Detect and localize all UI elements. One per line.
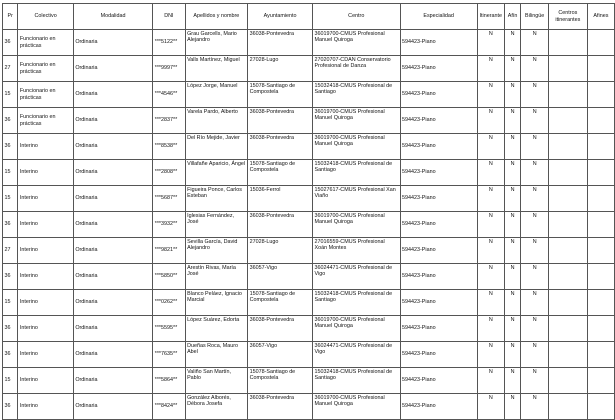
- header-col-itinerante: Itinerante: [477, 4, 504, 30]
- cell-centros-itinerantes: [548, 186, 587, 212]
- cell-ayuntamiento: 36038-Pontevedra: [248, 394, 313, 420]
- cell-afines: [587, 394, 614, 420]
- cell-especialidad: 594423-Piano: [400, 264, 477, 290]
- table-row: [3, 134, 615, 160]
- cell-centro: 27016559-CMUS Profesional Xoán Montes: [313, 238, 400, 264]
- cell-dni: ***3932**: [153, 212, 185, 238]
- cell-afin: N: [504, 160, 521, 186]
- cell-centros-itinerantes: [548, 30, 587, 56]
- header-col-ayuntamiento: Ayuntamiento: [248, 4, 313, 30]
- cell-centros-itinerantes: [548, 290, 587, 316]
- cell-ayuntamiento: 36057-Vigo: [248, 342, 313, 368]
- cell-bilingue: N: [521, 290, 549, 316]
- cell-nombre: Arestín Rivas, María José: [185, 264, 248, 290]
- cell-afines: [587, 82, 614, 108]
- cell-colectivo: Interino: [18, 368, 73, 394]
- cell-especialidad: 594423-Piano: [400, 316, 477, 342]
- cell-ayuntamiento: 15078-Santiago de Compostela: [248, 290, 313, 316]
- cell-afin: N: [504, 82, 521, 108]
- header-col-dni: DNI: [153, 4, 185, 30]
- cell-dni: ***5687**: [153, 186, 185, 212]
- header-col-pr: Pr: [3, 4, 18, 30]
- table-row: [3, 368, 615, 394]
- cell-itinerante: N: [477, 238, 504, 264]
- cell-pr: 15: [3, 290, 18, 316]
- cell-afin: N: [504, 238, 521, 264]
- cell-nombre: Grau Garcells, Mario Alejandro: [185, 30, 248, 56]
- cell-modalidad: Ordinaria: [73, 56, 152, 82]
- cell-centro: 15032418-CMUS Profesional de Santiago: [313, 368, 400, 394]
- cell-centros-itinerantes: [548, 134, 587, 160]
- cell-itinerante: N: [477, 368, 504, 394]
- cell-especialidad: 594423-Piano: [400, 30, 477, 56]
- cell-modalidad: Ordinaria: [73, 82, 152, 108]
- cell-colectivo: Funcionario en prácticas: [18, 82, 73, 108]
- cell-centro: 27020707-CDAN Conservatorio Profesional de Danza: [313, 56, 400, 82]
- cell-pr: 27: [3, 56, 18, 82]
- cell-itinerante: N: [477, 316, 504, 342]
- cell-afines: [587, 108, 614, 134]
- table-row: [3, 316, 615, 342]
- cell-ayuntamiento: 36038-Pontevedra: [248, 108, 313, 134]
- cell-pr: 36: [3, 342, 18, 368]
- cell-dni: ***2837**: [153, 108, 185, 134]
- cell-ayuntamiento: 36038-Pontevedra: [248, 316, 313, 342]
- cell-afines: [587, 212, 614, 238]
- cell-centro: 15027617-CMUS Profesional Xan Viaño: [313, 186, 400, 212]
- cell-itinerante: N: [477, 108, 504, 134]
- cell-dni: ***5850**: [153, 264, 185, 290]
- cell-afin: N: [504, 394, 521, 420]
- cell-centros-itinerantes: [548, 368, 587, 394]
- cell-pr: 15: [3, 82, 18, 108]
- cell-especialidad: 594423-Piano: [400, 160, 477, 186]
- cell-nombre: López Jorge, Manuel: [185, 82, 248, 108]
- cell-itinerante: N: [477, 264, 504, 290]
- cell-centros-itinerantes: [548, 394, 587, 420]
- cell-centro: 36024471-CMUS Profesional de Vigo: [313, 342, 400, 368]
- cell-especialidad: 594423-Piano: [400, 186, 477, 212]
- cell-afin: N: [504, 316, 521, 342]
- cell-modalidad: Ordinaria: [73, 160, 152, 186]
- cell-pr: 36: [3, 316, 18, 342]
- cell-modalidad: Ordinaria: [73, 290, 152, 316]
- cell-dni: ***5595**: [153, 316, 185, 342]
- cell-afin: N: [504, 30, 521, 56]
- cell-colectivo: Interino: [18, 134, 73, 160]
- cell-bilingue: N: [521, 134, 549, 160]
- cell-itinerante: N: [477, 30, 504, 56]
- header-col-centros-itinerantes: Centros itinerantes: [548, 4, 587, 30]
- cell-nombre: López Suárez, Edorta: [185, 316, 248, 342]
- cell-ayuntamiento: 36038-Pontevedra: [248, 212, 313, 238]
- cell-ayuntamiento: 27028-Lugo: [248, 238, 313, 264]
- cell-pr: 36: [3, 264, 18, 290]
- cell-nombre: Dueñas Roca, Mauro Abel: [185, 342, 248, 368]
- cell-modalidad: Ordinaria: [73, 186, 152, 212]
- cell-modalidad: Ordinaria: [73, 316, 152, 342]
- table-row: [3, 160, 615, 186]
- cell-afin: N: [504, 134, 521, 160]
- cell-especialidad: 594423-Piano: [400, 290, 477, 316]
- cell-especialidad: 594423-Piano: [400, 108, 477, 134]
- cell-itinerante: N: [477, 186, 504, 212]
- cell-dni: ***8424**: [153, 394, 185, 420]
- cell-afin: N: [504, 342, 521, 368]
- header-col-bilingue: Bilingüe: [521, 4, 549, 30]
- cell-bilingue: N: [521, 30, 549, 56]
- cell-ayuntamiento: 15078-Santiago de Compostela: [248, 368, 313, 394]
- table-row: [3, 342, 615, 368]
- cell-nombre: Varela Pardo, Alberto: [185, 108, 248, 134]
- table-row: [3, 290, 615, 316]
- cell-dni: ***9997**: [153, 56, 185, 82]
- cell-modalidad: Ordinaria: [73, 30, 152, 56]
- cell-pr: 15: [3, 368, 18, 394]
- cell-dni: ***9821**: [153, 238, 185, 264]
- cell-colectivo: Interino: [18, 316, 73, 342]
- cell-especialidad: 594423-Piano: [400, 212, 477, 238]
- cell-centro: 36019700-CMUS Profesional Manuel Quiroga: [313, 394, 400, 420]
- cell-bilingue: N: [521, 56, 549, 82]
- cell-centros-itinerantes: [548, 316, 587, 342]
- cell-nombre: Iglesias Fernández, José: [185, 212, 248, 238]
- cell-modalidad: Ordinaria: [73, 342, 152, 368]
- cell-afines: [587, 238, 614, 264]
- cell-colectivo: Funcionario en prácticas: [18, 30, 73, 56]
- cell-afin: N: [504, 56, 521, 82]
- cell-bilingue: N: [521, 186, 549, 212]
- cell-especialidad: 594423-Piano: [400, 134, 477, 160]
- cell-especialidad: 594423-Piano: [400, 238, 477, 264]
- cell-centro: 36019700-CMUS Profesional Manuel Quiroga: [313, 134, 400, 160]
- cell-colectivo: Interino: [18, 160, 73, 186]
- cell-centros-itinerantes: [548, 160, 587, 186]
- cell-bilingue: N: [521, 82, 549, 108]
- cell-afines: [587, 368, 614, 394]
- cell-itinerante: N: [477, 394, 504, 420]
- cell-nombre: Sevilla García, David Alejandro: [185, 238, 248, 264]
- table-body: [3, 30, 615, 420]
- cell-pr: 36: [3, 134, 18, 160]
- cell-modalidad: Ordinaria: [73, 212, 152, 238]
- cell-centros-itinerantes: [548, 56, 587, 82]
- cell-centro: 15032418-CMUS Profesional de Santiago: [313, 82, 400, 108]
- cell-modalidad: Ordinaria: [73, 238, 152, 264]
- cell-dni: ***2808**: [153, 160, 185, 186]
- cell-afin: N: [504, 186, 521, 212]
- table-row: [3, 108, 615, 134]
- cell-colectivo: Interino: [18, 342, 73, 368]
- cell-centro: 36019700-CMUS Profesional Manuel Quiroga: [313, 316, 400, 342]
- table-row: [3, 394, 615, 420]
- cell-ayuntamiento: 36038-Pontevedra: [248, 30, 313, 56]
- cell-ayuntamiento: 15036-Ferrol: [248, 186, 313, 212]
- cell-pr: 36: [3, 212, 18, 238]
- cell-itinerante: N: [477, 160, 504, 186]
- cell-pr: 15: [3, 186, 18, 212]
- cell-dni: ***8538**: [153, 134, 185, 160]
- cell-afin: N: [504, 290, 521, 316]
- cell-nombre: Valls Martínez, Miguel: [185, 56, 248, 82]
- header-col-colectivo: Colectivo: [18, 4, 73, 30]
- cell-bilingue: N: [521, 394, 549, 420]
- cell-modalidad: Ordinaria: [73, 108, 152, 134]
- cell-afines: [587, 186, 614, 212]
- cell-pr: 15: [3, 160, 18, 186]
- cell-centro: 36024471-CMUS Profesional de Vigo: [313, 264, 400, 290]
- table-row: [3, 212, 615, 238]
- cell-itinerante: N: [477, 56, 504, 82]
- cell-ayuntamiento: 36057-Vigo: [248, 264, 313, 290]
- header-col-afines: Afines: [587, 4, 614, 30]
- cell-ayuntamiento: 15078-Santiago de Compostela: [248, 82, 313, 108]
- header-col-nombre: Apellidos y nombre: [185, 4, 248, 30]
- table-row: [3, 238, 615, 264]
- cell-especialidad: 594423-Piano: [400, 56, 477, 82]
- cell-nombre: González Alborés, Débora Josefa: [185, 394, 248, 420]
- header-col-modalidad: Modalidad: [73, 4, 152, 30]
- cell-pr: 36: [3, 394, 18, 420]
- cell-pr: 36: [3, 30, 18, 56]
- cell-bilingue: N: [521, 160, 549, 186]
- cell-bilingue: N: [521, 212, 549, 238]
- cell-afines: [587, 56, 614, 82]
- cell-colectivo: Interino: [18, 238, 73, 264]
- cell-centros-itinerantes: [548, 342, 587, 368]
- cell-bilingue: N: [521, 368, 549, 394]
- cell-dni: ***0262**: [153, 290, 185, 316]
- cell-colectivo: Interino: [18, 394, 73, 420]
- table-row: [3, 82, 615, 108]
- table-row: [3, 56, 615, 82]
- cell-ayuntamiento: 36038-Pontevedra: [248, 134, 313, 160]
- cell-modalidad: Ordinaria: [73, 134, 152, 160]
- cell-centro: 15032418-CMUS Profesional de Santiago: [313, 290, 400, 316]
- cell-afines: [587, 316, 614, 342]
- cell-afines: [587, 342, 614, 368]
- cell-dni: ***7635**: [153, 342, 185, 368]
- cell-modalidad: Ordinaria: [73, 264, 152, 290]
- cell-colectivo: Funcionario en prácticas: [18, 108, 73, 134]
- cell-colectivo: Interino: [18, 186, 73, 212]
- cell-nombre: Blanco Peláez, Ignacio Marcial: [185, 290, 248, 316]
- cell-centro: 36019700-CMUS Profesional Manuel Quiroga: [313, 108, 400, 134]
- cell-itinerante: N: [477, 82, 504, 108]
- cell-bilingue: N: [521, 264, 549, 290]
- cell-especialidad: 594423-Piano: [400, 368, 477, 394]
- cell-afin: N: [504, 264, 521, 290]
- cell-bilingue: N: [521, 238, 549, 264]
- cell-afines: [587, 134, 614, 160]
- cell-afines: [587, 264, 614, 290]
- cell-dni: ***5122**: [153, 30, 185, 56]
- cell-especialidad: 594423-Piano: [400, 82, 477, 108]
- cell-nombre: Villafañe Aparicio, Ángel: [185, 160, 248, 186]
- cell-itinerante: N: [477, 212, 504, 238]
- table-header: [3, 4, 615, 30]
- cell-centros-itinerantes: [548, 238, 587, 264]
- header-col-afin: Afín: [504, 4, 521, 30]
- table-row: [3, 30, 615, 56]
- cell-bilingue: N: [521, 108, 549, 134]
- header-col-especialidad: Especialidad: [400, 4, 477, 30]
- cell-especialidad: 594423-Piano: [400, 342, 477, 368]
- cell-colectivo: Interino: [18, 264, 73, 290]
- cell-centros-itinerantes: [548, 264, 587, 290]
- cell-pr: 27: [3, 238, 18, 264]
- cell-centros-itinerantes: [548, 82, 587, 108]
- cell-modalidad: Ordinaria: [73, 368, 152, 394]
- cell-colectivo: Interino: [18, 212, 73, 238]
- cell-centros-itinerantes: [548, 212, 587, 238]
- cell-ayuntamiento: 15078-Santiago de Compostela: [248, 160, 313, 186]
- cell-pr: 36: [3, 108, 18, 134]
- cell-nombre: Figueira Ponce, Carlos Esteban: [185, 186, 248, 212]
- cell-bilingue: N: [521, 316, 549, 342]
- cell-afines: [587, 160, 614, 186]
- cell-dni: ***5864**: [153, 368, 185, 394]
- cell-itinerante: N: [477, 134, 504, 160]
- cell-bilingue: N: [521, 342, 549, 368]
- cell-afin: N: [504, 212, 521, 238]
- cell-colectivo: Interino: [18, 290, 73, 316]
- cell-nombre: Valiño San Martín, Pablo: [185, 368, 248, 394]
- cell-afin: N: [504, 108, 521, 134]
- table-row: [3, 186, 615, 212]
- cell-afin: N: [504, 368, 521, 394]
- cell-nombre: Del Río Mejide, Javier: [185, 134, 248, 160]
- cell-colectivo: Funcionario en prácticas: [18, 56, 73, 82]
- cell-itinerante: N: [477, 290, 504, 316]
- assignments-table: [2, 3, 615, 420]
- cell-centros-itinerantes: [548, 108, 587, 134]
- cell-itinerante: N: [477, 342, 504, 368]
- cell-afines: [587, 30, 614, 56]
- table-row: [3, 264, 615, 290]
- cell-ayuntamiento: 27028-Lugo: [248, 56, 313, 82]
- cell-centro: 36019700-CMUS Profesional Manuel Quiroga: [313, 30, 400, 56]
- header-row: [3, 4, 615, 30]
- cell-afines: [587, 290, 614, 316]
- cell-especialidad: 594423-Piano: [400, 394, 477, 420]
- header-col-centro: Centro: [313, 4, 400, 30]
- cell-centro: 15032418-CMUS Profesional de Santiago: [313, 160, 400, 186]
- cell-dni: ***4546**: [153, 82, 185, 108]
- cell-modalidad: Ordinaria: [73, 394, 152, 420]
- cell-centro: 36019700-CMUS Profesional Manuel Quiroga: [313, 212, 400, 238]
